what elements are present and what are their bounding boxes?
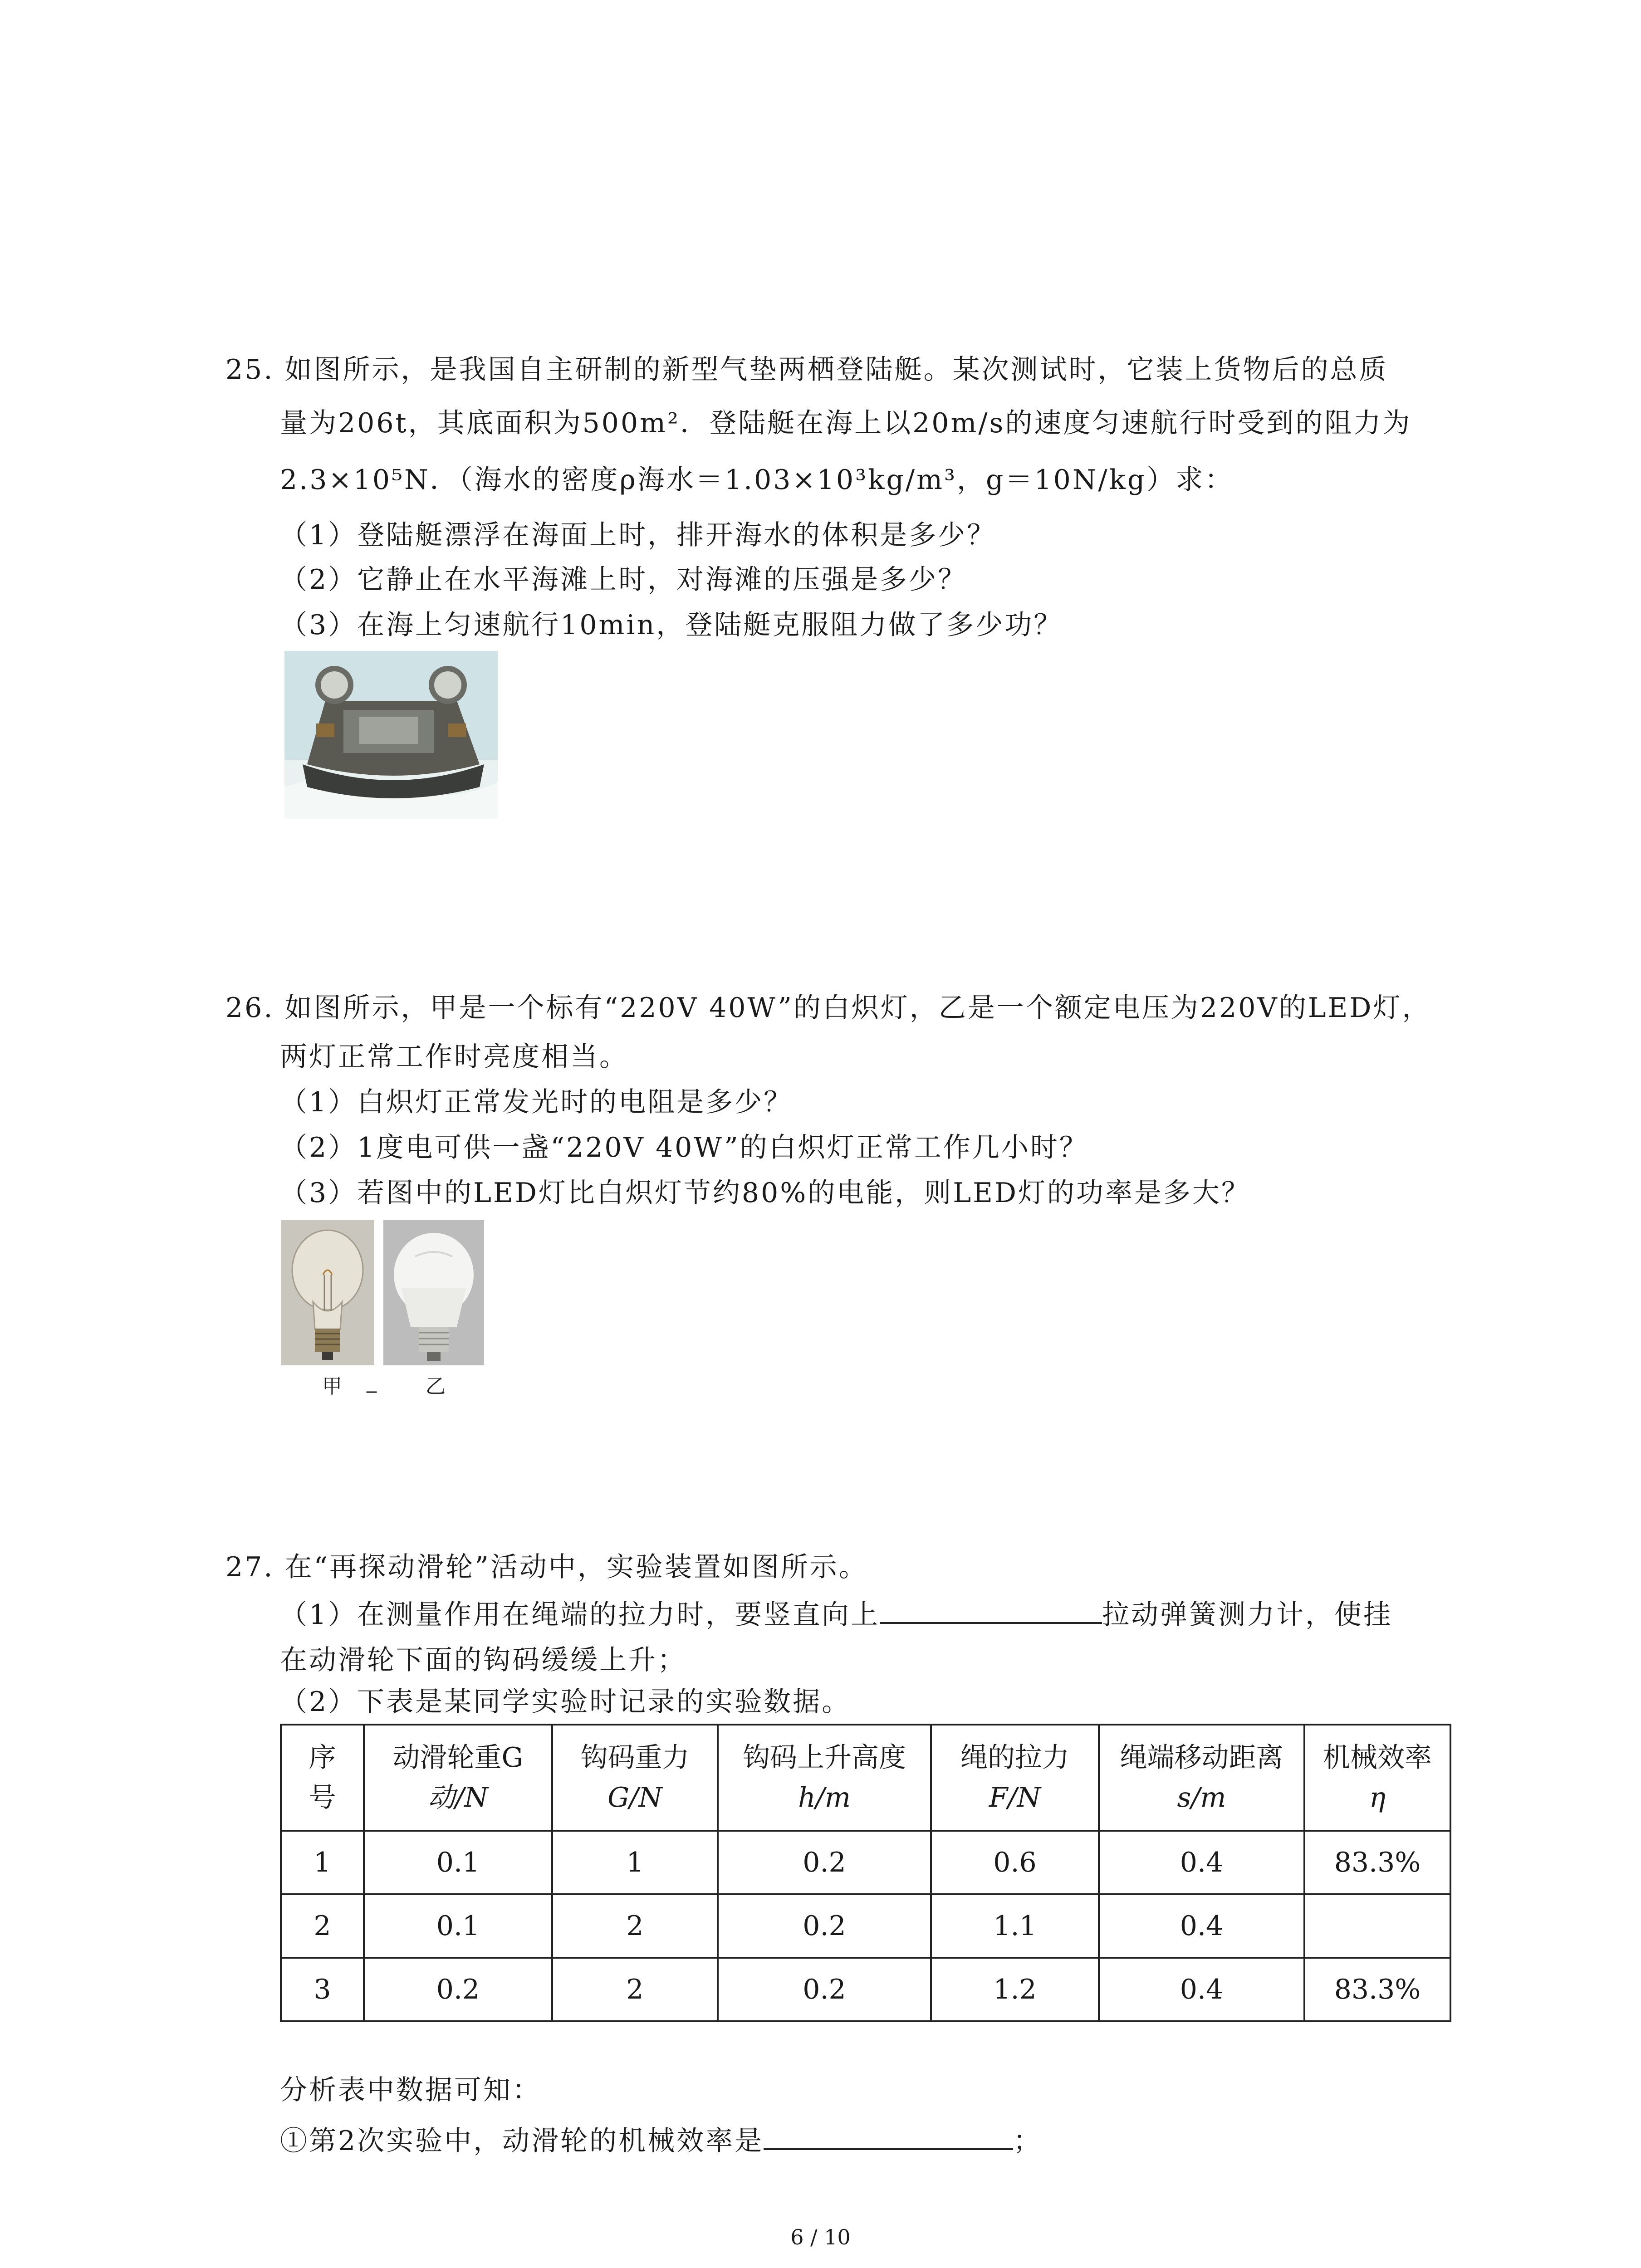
q26-sub3: （3）若图中的LED灯比白炽灯节约80%的电能，则LED灯的功率是多大？	[280, 1177, 1251, 1209]
q27-sub1-cont: 在动滑轮下面的钩码缓缓上升；	[280, 1644, 686, 1676]
q27-analysis: 分析表中数据可知：	[280, 2074, 541, 2106]
table-cell: 0.4	[1099, 1831, 1304, 1894]
header-hook-weight: 钩码重力 G/N	[552, 1725, 718, 1831]
header-index: 序 号	[281, 1725, 364, 1831]
table-row	[281, 1894, 1450, 1958]
hovercraft-photo	[284, 651, 498, 819]
table-row	[281, 1958, 1450, 2021]
table-cell: 3	[281, 1958, 364, 2021]
table-cell: 0.2	[364, 1958, 552, 2021]
table-cell: 0.2	[718, 1958, 931, 2021]
caption-yi: 乙	[426, 1375, 446, 1398]
table-cell: 0.4	[1099, 1894, 1304, 1958]
q27-item1-text: ①第2次实验中，动滑轮的机械效率是	[280, 2125, 764, 2157]
q27-sub1-text-b: 拉动弹簧测力计，使挂	[1102, 1599, 1393, 1631]
header-pulley-weight: 动滑轮重G 动/N	[364, 1725, 552, 1831]
q25-sub2: （2）它静止在水平海滩上时，对海滩的压强是多少？	[280, 564, 967, 596]
table-cell: 0.6	[931, 1831, 1099, 1894]
table-cell: 2	[552, 1894, 718, 1958]
table-cell: 83.3%	[1304, 1831, 1450, 1894]
q25-line1: 25. 如图所示，是我国自主研制的新型气垫两栖登陆艇。某次测试时，它装上货物后的总质	[225, 354, 1388, 386]
header-rope-distance: 绳端移动距离 s/m	[1099, 1725, 1304, 1831]
header-efficiency: 机械效率 η	[1304, 1725, 1450, 1831]
q27-line1: 27. 在“再探动滑轮”活动中，实验装置如图所示。	[225, 1551, 868, 1583]
incandescent-bulb-photo	[281, 1220, 374, 1365]
q27-item1-end: ；	[1013, 2125, 1043, 2157]
table-cell: 1	[281, 1831, 364, 1894]
table-cell-efficiency-blank[interactable]	[1304, 1894, 1450, 1958]
table-cell: 0.1	[364, 1831, 552, 1894]
table-cell: 0.2	[718, 1894, 931, 1958]
table-cell: 0.1	[364, 1894, 552, 1958]
table-cell: 1	[552, 1831, 718, 1894]
header-rope-force: 绳的拉力 F/N	[931, 1725, 1099, 1831]
q26-line2: 两灯正常工作时亮度相当。	[280, 1041, 628, 1073]
table-header-row	[281, 1725, 1450, 1831]
q25-sub3: （3）在海上匀速航行10min，登陆艇克服阻力做了多少功？	[280, 609, 1063, 641]
q25-line3: 2.3×10⁵N．（海水的密度ρ海水＝1.03×10³kg/m³，g＝10N/kg）求：	[280, 464, 1234, 496]
answer-blank-2[interactable]	[764, 2144, 1013, 2150]
q25-sub1: （1）登陆艇漂浮在海面上时，排开海水的体积是多少？	[280, 519, 996, 551]
table-cell: 1.2	[931, 1958, 1099, 2021]
q27-sub1-text-a: （1）在测量作用在绳端的拉力时，要竖直向上	[280, 1599, 880, 1631]
experiment-table	[280, 1724, 1451, 2022]
table-cell: 0.4	[1099, 1958, 1304, 2021]
table-cell: 0.2	[718, 1831, 931, 1894]
led-bulb-photo	[383, 1220, 484, 1365]
caption-jia: 甲	[322, 1375, 342, 1398]
q26-sub1: （1）白炽灯正常发光时的电阻是多少？	[280, 1086, 793, 1118]
table-cell: 83.3%	[1304, 1958, 1450, 2021]
table-row	[281, 1831, 1450, 1894]
table-cell: 1.1	[931, 1894, 1099, 1958]
caption-separator: _	[367, 1370, 377, 1393]
table-cell: 2	[552, 1958, 718, 2021]
q27-sub1	[280, 1597, 1392, 1633]
q27-item1	[280, 2123, 1042, 2159]
q26-sub2: （2）1度电可供一盏“220V 40W”的白炽灯正常工作几小时？	[280, 1132, 1088, 1163]
table-cell: 2	[281, 1894, 364, 1958]
q27-sub2: （2）下表是某同学实验时记录的实验数据。	[280, 1686, 851, 1718]
page-number: 6 / 10	[790, 2225, 851, 2249]
header-rise-height: 钩码上升高度 h/m	[718, 1725, 931, 1831]
q25-line2: 量为206t，其底面积为500m²．登陆艇在海上以20m/s的速度匀速航行时受到的阻力为	[280, 407, 1412, 439]
answer-blank-1[interactable]	[880, 1618, 1102, 1624]
q26-line1: 26. 如图所示，甲是一个标有“220V 40W”的白炽灯，乙是一个额定电压为220V的LED灯，	[225, 992, 1431, 1024]
